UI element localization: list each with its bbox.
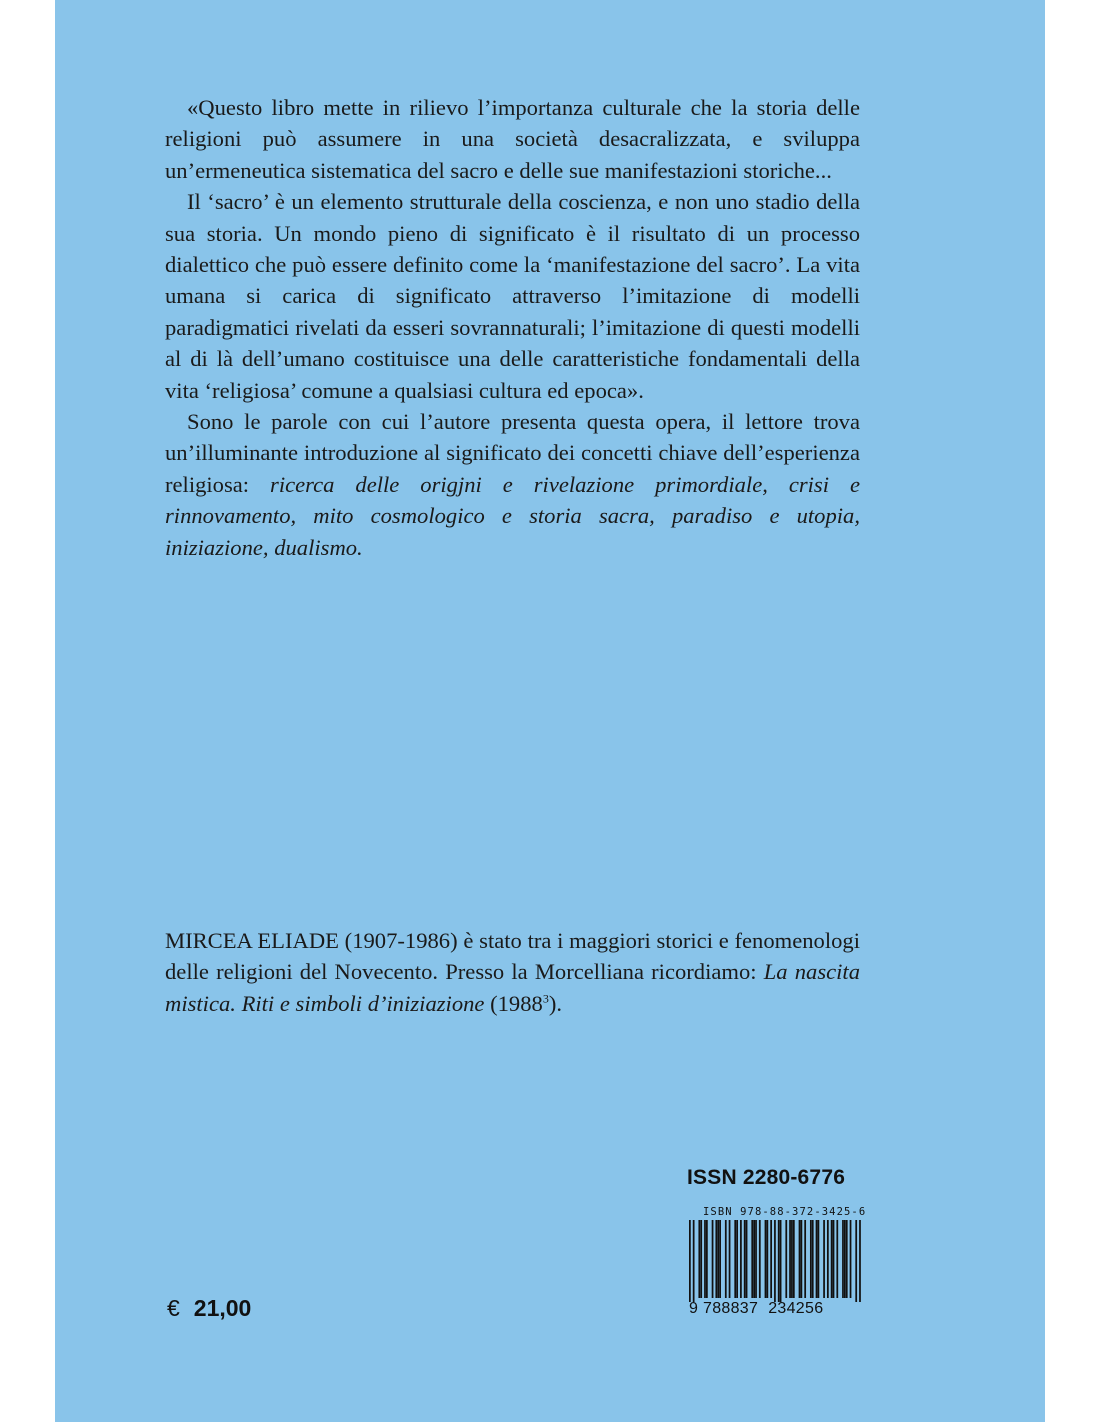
barcode-bar — [789, 1220, 791, 1298]
barcode-bar — [801, 1220, 803, 1298]
barcode-bar — [855, 1220, 857, 1302]
barcode-bar — [700, 1220, 702, 1298]
ean-digit-first: 9 — [689, 1300, 699, 1317]
barcode-bar — [780, 1220, 782, 1302]
barcode-bar — [778, 1220, 780, 1302]
barcode-bar — [755, 1220, 757, 1298]
barcode-bar — [859, 1220, 861, 1302]
author-bio — [165, 925, 860, 1019]
barcode-bar — [844, 1220, 846, 1298]
blurb-text — [165, 92, 860, 563]
barcode-bar — [693, 1220, 695, 1302]
barcode-bar — [753, 1220, 755, 1298]
author-edition-close: ). — [548, 990, 562, 1016]
barcode-bar — [827, 1220, 829, 1298]
barcode-bar — [836, 1220, 838, 1298]
author-bio-text: MIRCEA ELIADE (1907-1986) è stato tra i maggiori storici e fenomenologi delle religioni del Novecento. Presso la Morcelliana ricordiamo: — [165, 928, 860, 985]
barcode-bars — [689, 1220, 861, 1302]
blurb-paragraph-3 — [165, 406, 860, 563]
barcode-bar — [719, 1220, 721, 1298]
barcode-bar — [791, 1220, 793, 1298]
isbn-label: ISBN 978-88-372-3425-6 — [703, 1206, 867, 1218]
barcode-bar — [846, 1220, 848, 1298]
barcode-bar — [734, 1220, 736, 1298]
ean-digits-left: 788837 — [703, 1300, 759, 1317]
barcode-bar — [744, 1220, 746, 1298]
barcode-bar — [765, 1220, 767, 1298]
barcode-bar — [746, 1220, 748, 1298]
author-edition-open: (1988 — [484, 990, 543, 1016]
author-edition-number: 3 — [542, 991, 549, 1006]
ean-digits-right: 234256 — [768, 1300, 824, 1317]
barcode-bar — [818, 1220, 820, 1298]
blurb-paragraph-3-plain: Sono le parole con cui l’autore presenta questa opera, il lettore trova un’illuminante introduzione al significato dei concetti chiave dell’esperienza religiosa: — [165, 409, 860, 497]
barcode-bar — [774, 1220, 776, 1302]
barcode-bar — [736, 1220, 738, 1298]
price-amount: 21,00 — [193, 1295, 252, 1321]
back-cover — [55, 0, 1045, 1422]
barcode-bar — [793, 1220, 795, 1298]
barcode-bar — [785, 1220, 787, 1298]
barcode-bar — [850, 1220, 852, 1298]
barcode-bar — [740, 1220, 742, 1298]
barcode-bar — [751, 1220, 753, 1298]
barcode-bar — [698, 1220, 700, 1298]
barcode-bar — [831, 1220, 833, 1298]
barcode-bar — [770, 1220, 772, 1298]
ean-digits — [689, 1300, 823, 1318]
barcode-bar — [804, 1220, 806, 1298]
blurb-paragraph-2: Il ‘sacro’ è un elemento strutturale della coscienza, e non uno stadio della sua storia. Un mondo pieno di significato è il risultato di un processo dialettico che può essere definito come la ‘manifestazione del sacro’. La vita umana si carica di significato attraverso l’imitazione di modelli paradigmatici rivelati da esseri sovrannaturali; l’imitazione di questi modelli al di là dell’umano costituisce una delle caratteristiche fondamentali della vita ‘religiosa’ comune a qualsiasi cultura ed epoca». — [165, 189, 860, 403]
barcode-bar — [689, 1220, 691, 1302]
barcode-bar — [833, 1220, 835, 1298]
barcode — [689, 1206, 867, 1324]
author-book-title: La nascita mistica. Riti e simboli d’iniziazione — [165, 959, 861, 1016]
barcode-bar — [823, 1220, 825, 1298]
price-currency: € — [167, 1295, 180, 1321]
barcode-bar — [725, 1220, 727, 1298]
barcode-bar — [766, 1220, 768, 1298]
barcode-bar — [717, 1220, 719, 1298]
barcode-bar — [706, 1220, 708, 1298]
blurb-paragraph-1: «Questo libro mette in rilievo l’importanza culturale che la storia delle religioni può assumere in una società desacralizzata, e sviluppa un’ermeneutica sistematica del sacro e delle sue manifestazioni storiche... — [165, 95, 860, 183]
barcode-bar — [810, 1220, 812, 1298]
blurb-paragraph-3-italic: ricerca delle origjni e rivelazione primordiale, crisi e rinnovamento, mito cosmologico e storia sacra, paradiso e utopia, iniziazione, dualismo. — [165, 471, 860, 560]
price — [167, 1295, 251, 1322]
barcode-bar — [799, 1220, 801, 1298]
issn-label: ISSN 2280-6776 — [687, 1166, 846, 1189]
barcode-bar — [729, 1220, 731, 1298]
barcode-bar — [715, 1220, 717, 1298]
barcode-bar — [759, 1220, 761, 1298]
barcode-bar — [816, 1220, 818, 1298]
barcode-bar — [704, 1220, 706, 1298]
barcode-bar — [842, 1220, 844, 1298]
barcode-bar — [812, 1220, 814, 1298]
barcode-bar — [712, 1220, 714, 1298]
